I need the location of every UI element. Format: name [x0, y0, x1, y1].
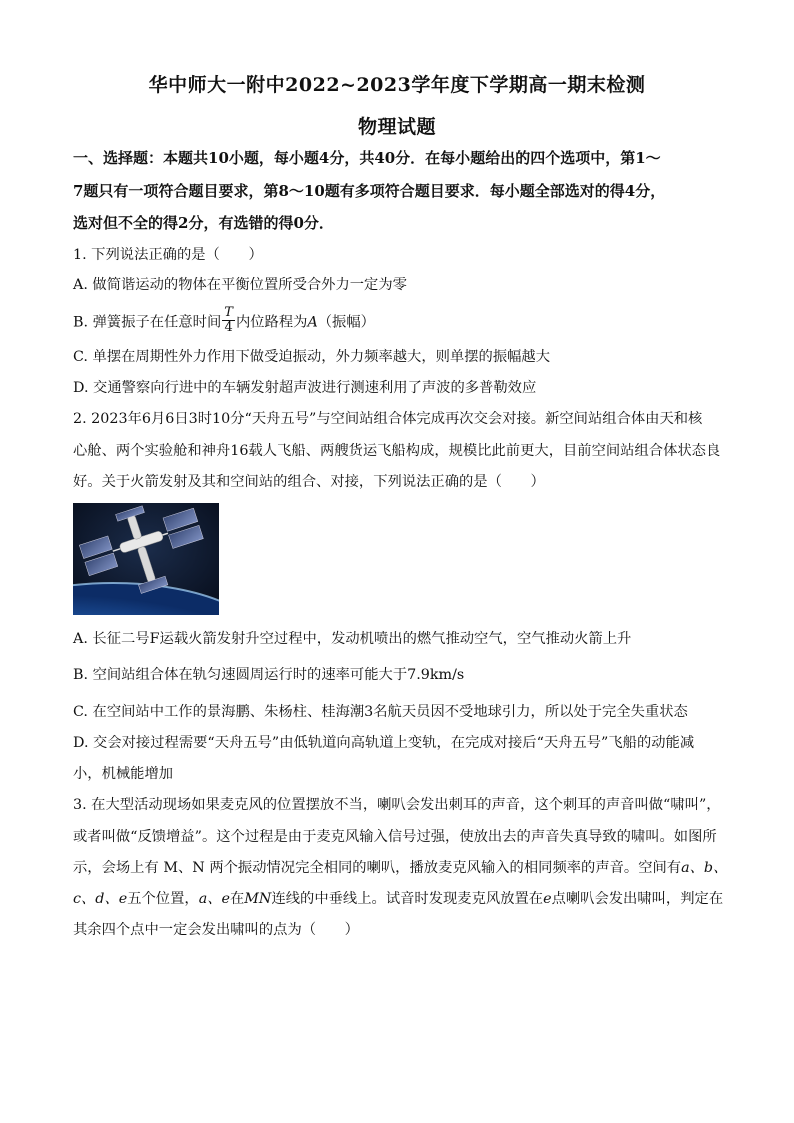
question-1-option-b [73, 305, 723, 337]
q1b-middle: 内位路程为 [235, 314, 308, 331]
q3-line4-text-4: 点喇叭会发出啸叫，判定在 [551, 891, 724, 907]
section-instructions-line-1: 一、选择题：本题共10小题，每小题4分，共40分．在每小题给出的四个选项中，第1～ [73, 149, 661, 167]
q1b-prefix: B. 弹簧振子在任意时间 [73, 314, 222, 331]
question-2-option-b [73, 664, 723, 686]
q2b-prefix: B. 空间站组合体在轨匀速圆周运行时的速率可能大于 [73, 667, 408, 683]
q3-line3-text: 示，会场上有 M、N 两个振动情况完全相同的喇叭，播放麦克风输入的相同频率的声音。空间有 [73, 860, 682, 876]
question-2-stem-line-1: 2. 2023年6月6日3时10分“天舟五号”与空间站组合体完成再次交会对接。新空间站组合体由天和核 [73, 411, 703, 427]
question-3-stem-line-3 [73, 857, 728, 879]
exam-title: 华中师大一附中2022~2023学年度下学期高一期末检测 [148, 74, 646, 96]
exam-subject: 物理试题 [357, 116, 436, 138]
question-1-option-c: C. 单摆在周期性外力作用下做受迫振动，外力频率越大，则单摆的振幅越大 [73, 349, 551, 365]
q3-line4-vars: c、d、e [73, 891, 128, 907]
space-station-image [73, 503, 219, 615]
question-3-stem-line-2: 或者叫做“反馈增益”。这个过程是由于麦克风输入信号过强，使放出去的声音失真导致的啸叫。如图所 [73, 829, 717, 845]
question-1-option-d: D. 交通警察向行进中的车辆发射超声波进行测速利用了声波的多普勒效应 [73, 380, 537, 396]
space-station-illustration [73, 503, 219, 615]
q1b-suffix: （振幅） [317, 314, 375, 331]
question-2-option-c: C. 在空间站中工作的景海鹏、朱杨柱、桂海潮3名航天员因不受地球引力，所以处于完全失重状态 [73, 704, 688, 720]
q3-line4-text-2: 在 [230, 891, 245, 907]
q3-line4-e: e [543, 891, 552, 907]
orbital-speed-value: 7.9km/s [407, 667, 465, 683]
question-3-stem-line-5: 其余四个点中一定会发出啸叫的点为（ ） [73, 922, 359, 938]
question-3-stem-line-1: 3. 在大型活动现场如果麦克风的位置摆放不当，喇叭会发出刺耳的声音，这个刺耳的声音叫做“啸叫”， [73, 797, 721, 813]
q3-line4-mn: MN [244, 891, 272, 907]
q3-line3-vars: a、b、 [681, 860, 728, 876]
question-3-stem-line-4 [73, 888, 723, 910]
question-2-option-a: A. 长征二号F运载火箭发射升空过程中，发动机喷出的燃气推动空气，空气推动火箭上升 [73, 631, 632, 647]
section-instructions-line-3: 选对但不全的得2分，有选错的得0分． [73, 214, 334, 232]
question-1-option-a: A. 做简谐运动的物体在平衡位置所受合外力一定为零 [73, 277, 407, 293]
q3-line4-ae: a、e [198, 891, 230, 907]
q3-line4-text-3: 连线的中垂线上。试音时发现麦克风放置在 [271, 891, 544, 907]
fraction-t-over-4 [222, 306, 235, 335]
q1b-amplitude-var: A [307, 314, 318, 331]
q3-line4-text-1: 五个位置， [127, 891, 199, 907]
question-2-option-d-line-2: 小，机械能增加 [73, 766, 174, 782]
question-2-stem-line-2: 心舱、两个实验舱和神舟16载人飞船、两艘货运飞船构成，规模比此前更大，目前空间站组合体状态良 [73, 443, 721, 459]
question-2-option-d-line-1: D. 交会对接过程需要“天舟五号”由低轨道向高轨道上变轨，在完成对接后“天舟五号”飞船的动能减 [73, 735, 695, 751]
section-instructions-line-2: 7题只有一项符合题目要求，第8～10题有多项符合题目要求．每小题全部选对的得4分， [73, 182, 666, 200]
question-2-stem-line-3: 好。关于火箭发射及其和空间站的组合、对接，下列说法正确的是（ ） [73, 474, 545, 490]
fraction-numerator: T [224, 305, 233, 320]
fraction-denominator: 4 [224, 320, 233, 335]
question-1-stem: 1. 下列说法正确的是（ ） [73, 247, 263, 263]
